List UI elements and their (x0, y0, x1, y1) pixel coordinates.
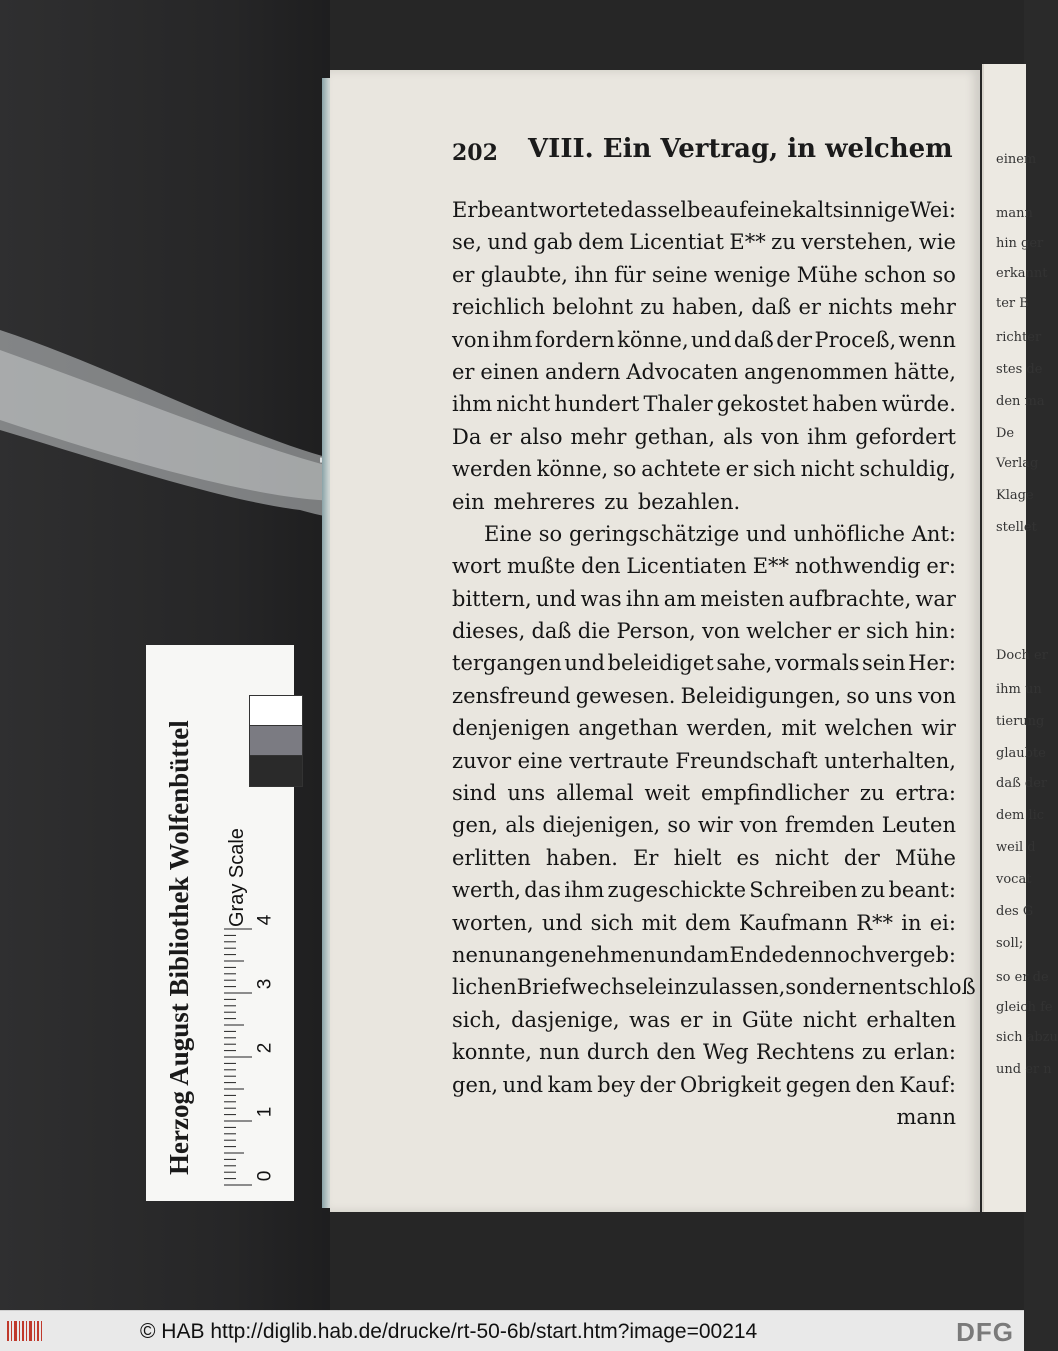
word: gewesen. (575, 683, 676, 708)
word: den (656, 1040, 696, 1065)
text-line (452, 971, 976, 1003)
word: haben. (545, 845, 618, 870)
word: und (487, 230, 528, 255)
word: für (614, 262, 646, 287)
word: nen (452, 942, 492, 967)
word: er (452, 262, 475, 287)
facing-fragment: Klage (996, 488, 1034, 503)
word: am (696, 942, 730, 967)
word: es (736, 845, 760, 870)
word: beant: (888, 878, 956, 903)
word: andern (544, 359, 621, 384)
word: uns (874, 683, 913, 708)
word: vergeb: (875, 942, 956, 967)
word: ertra: (895, 781, 956, 806)
catchword: mann (896, 1104, 956, 1129)
word: sich (866, 619, 909, 644)
facing-fragment: Doch er (996, 648, 1048, 663)
word: könne, (617, 327, 689, 352)
word: Er (633, 845, 659, 870)
text-line (452, 453, 956, 485)
text-line (452, 745, 956, 777)
facing-fragment: gleich fe (996, 1000, 1053, 1015)
word: sind (452, 781, 497, 806)
text-line (452, 486, 956, 518)
word: angethan (578, 716, 679, 741)
word: er (837, 619, 860, 644)
word: beleidiget (607, 651, 714, 676)
scale-number: 2 (254, 1042, 276, 1054)
word: geringschätzige (568, 521, 740, 546)
word: R** (856, 910, 894, 935)
word: mehr (570, 424, 627, 449)
text-line (452, 324, 956, 356)
word: gegen (785, 1072, 851, 1097)
facing-fragment: den ma (996, 394, 1045, 409)
word: zu (640, 295, 665, 320)
text-line (452, 356, 956, 388)
word: Weg (703, 1040, 749, 1065)
word: Güte (741, 1007, 794, 1032)
word: wir (921, 716, 956, 741)
color-scale-ruler (146, 645, 294, 1201)
word: empfindlicher (701, 781, 849, 806)
word: er (452, 359, 475, 384)
word: aufbrachte, (788, 586, 912, 611)
page-number: 202 (452, 140, 498, 166)
word: zuvor (452, 748, 512, 773)
text-line (452, 550, 956, 582)
word: lichen (452, 975, 517, 1000)
word: unangenehmen (491, 942, 656, 967)
word: dem (578, 230, 624, 255)
word: eine (746, 198, 793, 222)
word: würde. (881, 392, 956, 417)
word: als (505, 813, 536, 838)
word: dennoch (784, 942, 876, 967)
facing-fragment: glaubte (996, 746, 1046, 761)
word: die (577, 619, 611, 644)
word: mehr (900, 295, 956, 320)
word: ei: (929, 910, 956, 935)
word: so (932, 262, 956, 287)
source-url: © HAB http://diglib.hab.de/drucke/rt-50-6b/start.htm?image=00214 (140, 1320, 758, 1343)
word: erlan: (893, 1040, 956, 1065)
scale-number: 1 (254, 1106, 276, 1118)
word: so (667, 813, 691, 838)
text-line (452, 1069, 956, 1101)
word: wie (918, 230, 956, 255)
word: den (855, 1072, 895, 1097)
word: wort (452, 554, 502, 579)
word: Da (452, 424, 482, 449)
word: verstehen, (801, 230, 914, 255)
word: uns (507, 781, 546, 806)
word: kam (547, 1072, 593, 1097)
word: so (538, 521, 563, 546)
word: in (901, 910, 922, 935)
word: achtete (641, 457, 721, 482)
word: Her: (908, 651, 956, 676)
word: belohnt (552, 295, 634, 320)
word: auf (713, 198, 747, 222)
word: er (489, 424, 512, 449)
word: also (519, 424, 563, 449)
text-line (452, 518, 956, 550)
word: ihm (492, 327, 533, 352)
facing-fragment: vocat (996, 872, 1032, 887)
word: was (629, 1007, 671, 1032)
word: eine (517, 748, 563, 773)
word: Ende (729, 942, 785, 967)
word: hundert (554, 392, 640, 417)
facing-fragment: ihm un (996, 682, 1042, 697)
word: und (746, 521, 787, 546)
word: dieses, (452, 619, 526, 644)
word: so (846, 683, 870, 708)
running-head (452, 130, 953, 170)
word: Er (452, 198, 478, 222)
word: Eine (484, 521, 532, 546)
word: Beleidigungen, (680, 683, 842, 708)
word: bey (597, 1072, 636, 1097)
word: durch (586, 1040, 650, 1065)
word: nicht (800, 457, 855, 482)
word: hätte, (893, 359, 956, 384)
word: schuldig, (859, 457, 956, 482)
word: Wei: (909, 198, 956, 222)
word: von (739, 813, 778, 838)
word: sich (752, 457, 796, 482)
facing-page-edge (982, 64, 1058, 1212)
facing-fragment: des G (996, 904, 1034, 919)
word: beantwortete (477, 198, 621, 222)
word: zu (859, 781, 885, 806)
word: und (564, 651, 605, 676)
word: Kaufmann (738, 910, 848, 935)
word: nicht (774, 845, 829, 870)
word: sich (590, 910, 634, 935)
text-line (452, 615, 956, 647)
word: ihm (807, 424, 848, 449)
word: konnte, (452, 1040, 532, 1065)
facing-fragment: einem (996, 152, 1037, 167)
text-line (452, 647, 956, 679)
text-line (452, 712, 956, 744)
facing-fragment: weil d (996, 840, 1036, 855)
text-line (452, 388, 956, 420)
word: fordern (534, 327, 615, 352)
text-line (452, 874, 956, 906)
word: seine (651, 262, 708, 287)
text-line (452, 226, 956, 258)
word: mit (641, 910, 677, 935)
word: sahe, (716, 651, 773, 676)
word: entschloß (871, 975, 976, 1000)
word: reichlich (452, 295, 546, 320)
word: sondern (785, 975, 872, 1000)
word: er (680, 1007, 703, 1032)
word: in (712, 1007, 733, 1032)
word: nicht (496, 392, 551, 417)
barcode-icon (6, 1319, 46, 1343)
word: nun (539, 1040, 580, 1065)
word: Thaler (643, 392, 713, 417)
facing-fragment: stellet (996, 520, 1037, 535)
word: hielt (673, 845, 722, 870)
black-swatch (249, 755, 303, 787)
word: und (535, 586, 577, 611)
word: das (524, 878, 562, 903)
word: kaltsinnige (792, 198, 910, 222)
word: und (502, 1072, 544, 1097)
word: Rechtens (755, 1040, 855, 1065)
word: und (541, 910, 583, 935)
word: vertraute (569, 748, 669, 773)
word: worten, (452, 910, 534, 935)
word: zugeschickte (607, 878, 747, 903)
scale-number: 0 (254, 1170, 276, 1182)
word: E** (752, 554, 790, 579)
word: Advocaten (626, 359, 739, 384)
facing-fragment: Verlag (996, 456, 1039, 471)
word: se, (452, 230, 482, 255)
word: hin: (915, 619, 956, 644)
word: ihm (564, 878, 605, 903)
word: ihn (625, 586, 660, 611)
word: daß (733, 327, 774, 352)
word: gethan, (634, 424, 716, 449)
word: tergangen (452, 651, 562, 676)
word: werth, (452, 878, 522, 903)
word: gen, (452, 813, 499, 838)
word: einzulassen, (654, 975, 786, 1000)
word: Licentiaten (626, 554, 747, 579)
word: von (702, 619, 741, 644)
word: gekostet (716, 392, 809, 417)
word: Person, (616, 619, 696, 644)
word: zu (861, 1040, 887, 1065)
word: er (798, 295, 821, 320)
word: haben (812, 392, 878, 417)
word: bezahlen. (637, 489, 741, 514)
word: dasselbe (620, 198, 713, 222)
word: so (613, 457, 637, 482)
word: Mühe (796, 262, 858, 287)
facing-fragment: so er de (996, 970, 1049, 985)
word: meisten (700, 586, 785, 611)
word: ein (452, 489, 485, 514)
body-text (452, 194, 976, 1133)
facing-fragment: hin ger (996, 236, 1044, 251)
text-line (452, 907, 956, 939)
text-line (452, 939, 956, 971)
word: mit (781, 716, 817, 741)
text-line (452, 842, 956, 874)
catchword-line (452, 1101, 956, 1133)
word: einen (480, 359, 540, 384)
word: glaubte, (480, 262, 568, 287)
text-line (452, 421, 956, 453)
scale-number: 3 (254, 978, 276, 990)
facing-fragment: tierung (996, 714, 1045, 729)
scale-number: 4 (254, 914, 276, 926)
word: welchen (824, 716, 913, 741)
word: von (761, 424, 800, 449)
word: den (581, 554, 621, 579)
word: haben, (672, 295, 745, 320)
facing-fragment: und er n (996, 1062, 1052, 1077)
word: mußte (506, 554, 576, 579)
word: könne, (536, 457, 609, 482)
word: der (843, 845, 880, 870)
facing-fragment: mann (996, 206, 1033, 221)
word: war (915, 586, 956, 611)
text-line (452, 259, 956, 291)
word: nothwendig (794, 554, 921, 579)
facing-fragment: stes de (996, 362, 1043, 377)
word: Licentiat (629, 230, 724, 255)
word: und (691, 327, 732, 352)
word: Mühe (894, 845, 956, 870)
text-line (452, 809, 956, 841)
word: der (639, 1072, 676, 1097)
facing-fragment: daß der (996, 776, 1048, 791)
word: von (452, 327, 491, 352)
word: ihn (574, 262, 608, 287)
word: dem (684, 910, 731, 935)
word: wenn (898, 327, 956, 352)
word: gab (533, 230, 573, 255)
word: bittern, (452, 586, 532, 611)
institution-name: Herzog August Bibliothek Wolfenbüttel (164, 720, 194, 1175)
white-swatch (249, 695, 303, 727)
text-line (452, 680, 956, 712)
word: Proceß, (814, 327, 897, 352)
word: sich, (452, 1007, 502, 1032)
word: erhalten (866, 1007, 956, 1032)
word: der (776, 327, 813, 352)
word: weit (644, 781, 691, 806)
word: mehreres (493, 489, 596, 514)
word: allemal (556, 781, 634, 806)
word: Kauf: (899, 1072, 956, 1097)
word: zu (604, 489, 629, 514)
word: werden, (686, 716, 773, 741)
chapter-title: VIII. Ein Vertrag, in welchem (528, 134, 953, 164)
dfg-logo: DFG (956, 1317, 1014, 1347)
facing-fragment: erkannt (996, 266, 1048, 281)
word: sein (862, 651, 906, 676)
text-line (452, 291, 956, 323)
text-line (452, 777, 956, 809)
text-line (452, 583, 956, 615)
word: was (580, 586, 622, 611)
word: von (917, 683, 956, 708)
word: nichts (828, 295, 893, 320)
facing-fragment: dem lic (996, 808, 1045, 823)
gray-swatch (249, 725, 303, 757)
text-line (452, 194, 956, 226)
word: unhöfliche (793, 521, 905, 546)
word: Ant: (911, 521, 956, 546)
word: er (725, 457, 749, 482)
word: fremden (784, 813, 875, 838)
word: wir (697, 813, 733, 838)
footer-bar (0, 1310, 1024, 1351)
word: erlitten (452, 845, 531, 870)
word: zensfreund (452, 683, 571, 708)
text-line (452, 1036, 956, 1068)
text-line (452, 1004, 956, 1036)
word: nicht (802, 1007, 857, 1032)
facing-fragment: sich abzu (996, 1030, 1058, 1045)
word: E** (729, 230, 766, 255)
word: Freundschaft (675, 748, 818, 773)
word: werden (452, 457, 532, 482)
word: diejenigen, (542, 813, 661, 838)
word: daß (751, 295, 792, 320)
word: zu (771, 230, 796, 255)
word: Schreiben (749, 878, 858, 903)
word: als (723, 424, 754, 449)
word: wenige (714, 262, 791, 287)
word: vormals (774, 651, 860, 676)
word: angenommen (744, 359, 888, 384)
word: dasjenige, (511, 1007, 620, 1032)
word: daß (531, 619, 572, 644)
word: er: (926, 554, 956, 579)
word: welcher (746, 619, 832, 644)
word: schon (864, 262, 927, 287)
facing-fragment: soll; (996, 936, 1024, 951)
word: gefordert (855, 424, 956, 449)
gray-scale-label: Gray Scale (226, 828, 248, 927)
word: ihm (452, 392, 493, 417)
word: Leuten (881, 813, 956, 838)
word: denjenigen (452, 716, 570, 741)
word: zu (860, 878, 886, 903)
word: gen, (452, 1072, 499, 1097)
facing-fragment: De (996, 426, 1015, 441)
facing-fragment: richter (996, 330, 1042, 345)
word: Briefwechsel (516, 975, 655, 1000)
word: Obrigkeit (679, 1072, 782, 1097)
word: und (656, 942, 697, 967)
word: unterhalten, (824, 748, 956, 773)
facing-fragment: ter B (996, 296, 1029, 311)
word: am (663, 586, 697, 611)
